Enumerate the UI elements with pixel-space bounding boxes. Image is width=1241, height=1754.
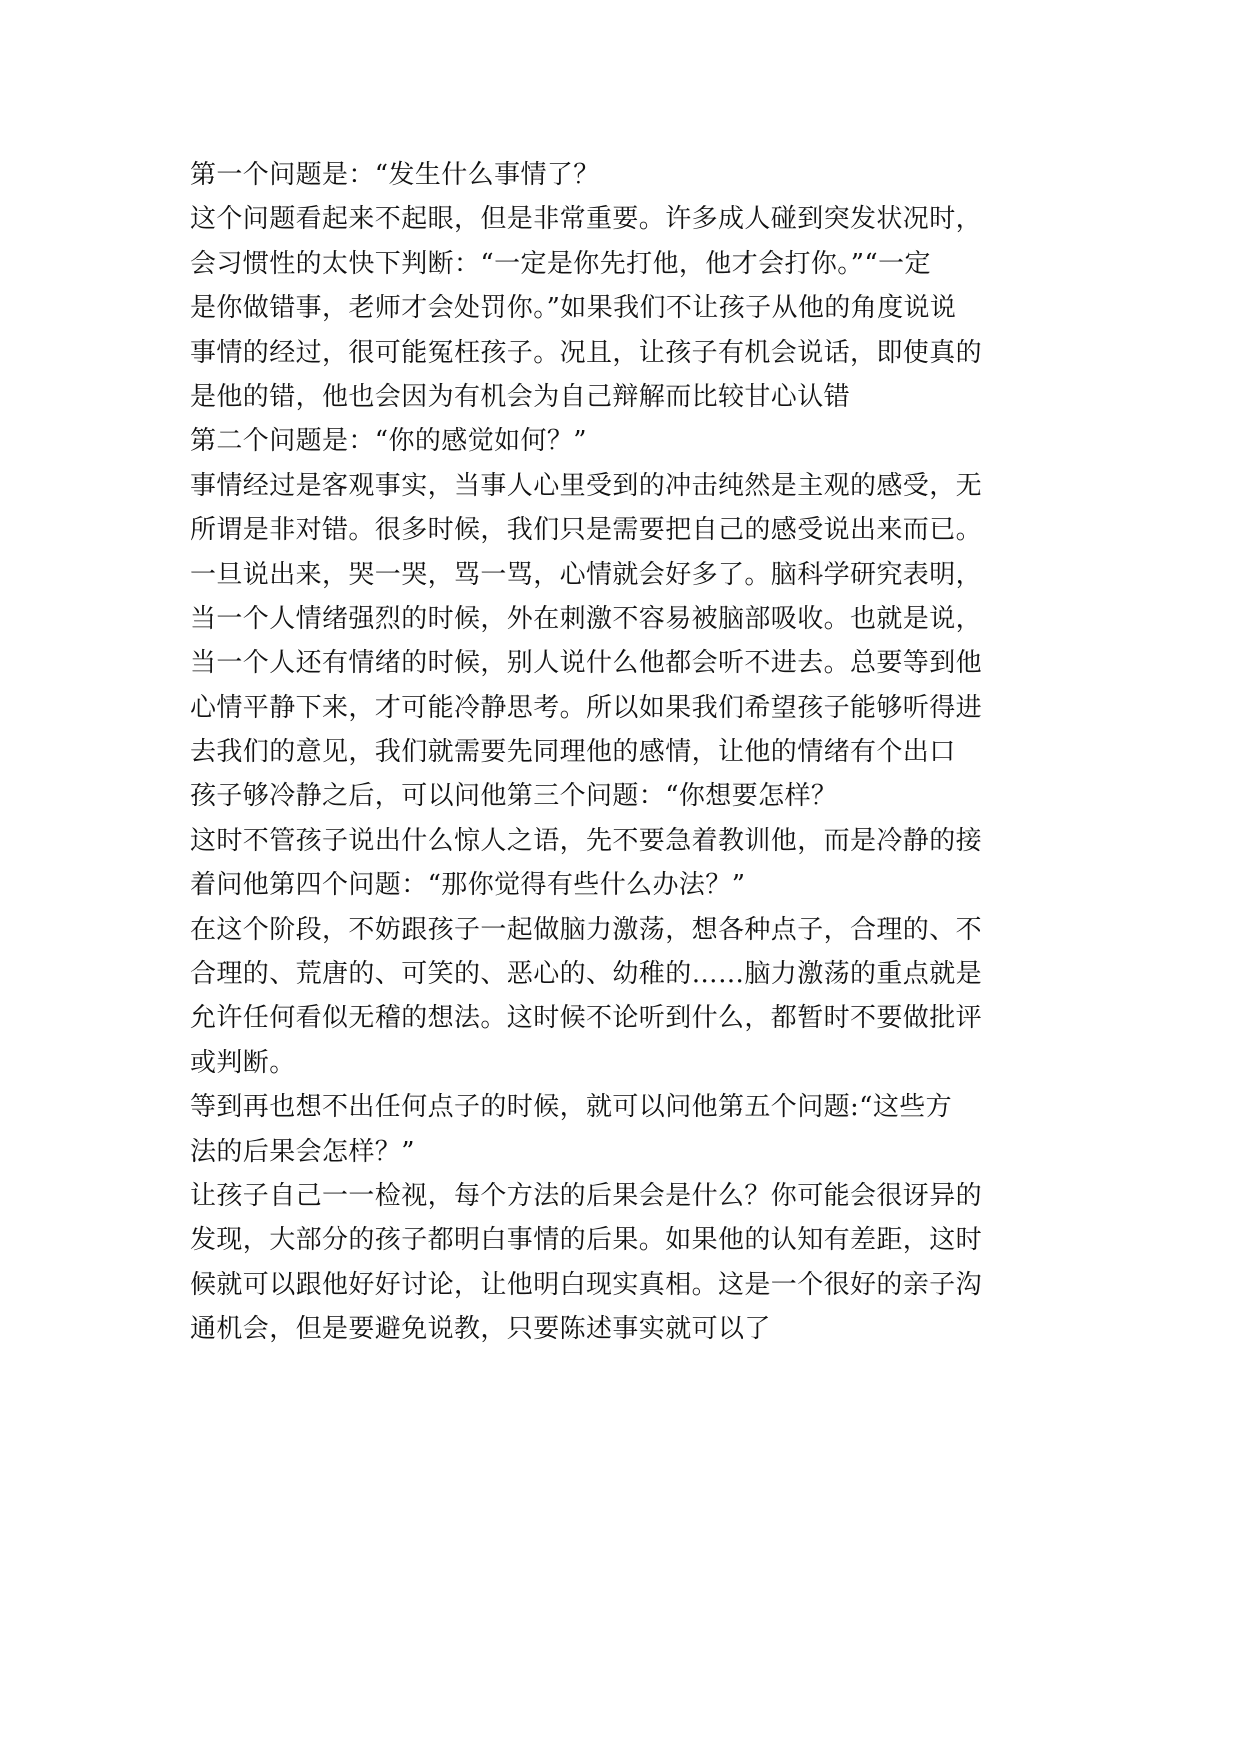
text-line: 法的后果会怎样？” <box>190 1136 415 1167</box>
text-line: 合理的、荒唐的、可笑的、恶心的、幼稚的……脑力激荡的重点就是 <box>190 959 983 990</box>
text-line: 心情平静下来，才可能冷静思考。所以如果我们希望孩子能够听得进 <box>190 692 983 723</box>
text-line: 或判断。 <box>190 1047 296 1078</box>
text-line: 是他的错，他也会因为有机会为自己辩解而比较甘心认错 <box>190 381 851 412</box>
text-line: 会习惯性的太快下判断：“一定是你先打他，他才会打你。”“一定 <box>190 248 931 279</box>
body-text <box>190 153 1052 1352</box>
text-line: 所谓是非对错。很多时候，我们只是需要把自己的感受说出来而已。 <box>190 515 983 546</box>
text-line: 事情经过是客观事实，当事人心里受到的冲击纯然是主观的感受，无 <box>190 470 983 501</box>
text-line: 孩子够冷静之后，可以问他第三个问题：“你想要怎样？ <box>190 781 838 812</box>
text-line: 一旦说出来，哭一哭，骂一骂，心情就会好多了。脑科学研究表明， <box>190 559 983 590</box>
text-line: 当一个人还有情绪的时候，别人说什么他都会听不进去。总要等到他 <box>190 648 983 679</box>
text-line: 是你做错事，老师才会处罚你。”如果我们不让孩子从他的角度说说 <box>190 293 957 324</box>
text-line: 候就可以跟他好好讨论，让他明白现实真相。这是一个很好的亲子沟 <box>190 1269 983 1300</box>
text-line: 在这个阶段，不妨跟孩子一起做脑力激荡，想各种点子，合理的、不 <box>190 914 983 945</box>
text-line: 允许任何看似无稽的想法。这时候不论听到什么，都暂时不要做批评 <box>190 1003 983 1034</box>
text-line: 着问他第四个问题：“那你觉得有些什么办法？” <box>190 870 746 901</box>
text-line: 当一个人情绪强烈的时候，外在刺激不容易被脑部吸收。也就是说， <box>190 603 983 634</box>
text-line: 这时不管孩子说出什么惊人之语，先不要急着教训他，而是冷静的接 <box>190 825 983 856</box>
text-line: 第一个问题是：“发生什么事情了？ <box>190 160 600 190</box>
text-line: 等到再也想不出任何点子的时候，就可以问他第五个问题:“这些方 <box>190 1092 953 1123</box>
text-line: 事情的经过，很可能冤枉孩子。况且，让孩子有机会说话，即使真的 <box>190 337 983 368</box>
text-line: 通机会，但是要避免说教，只要陈述事实就可以了 <box>190 1314 771 1345</box>
text-line: 这个问题看起来不起眼，但是非常重要。许多成人碰到突发状况时， <box>190 204 983 235</box>
text-line: 让孩子自己一一检视，每个方法的后果会是什么？你可能会很讶异的 <box>190 1180 983 1211</box>
text-line: 发现，大部分的孩子都明白事情的后果。如果他的认知有差距，这时 <box>190 1225 983 1256</box>
text-line: 第二个问题是：“你的感觉如何？” <box>190 426 587 457</box>
text-line: 去我们的意见，我们就需要先同理他的感情，让他的情绪有个出口 <box>190 737 956 768</box>
